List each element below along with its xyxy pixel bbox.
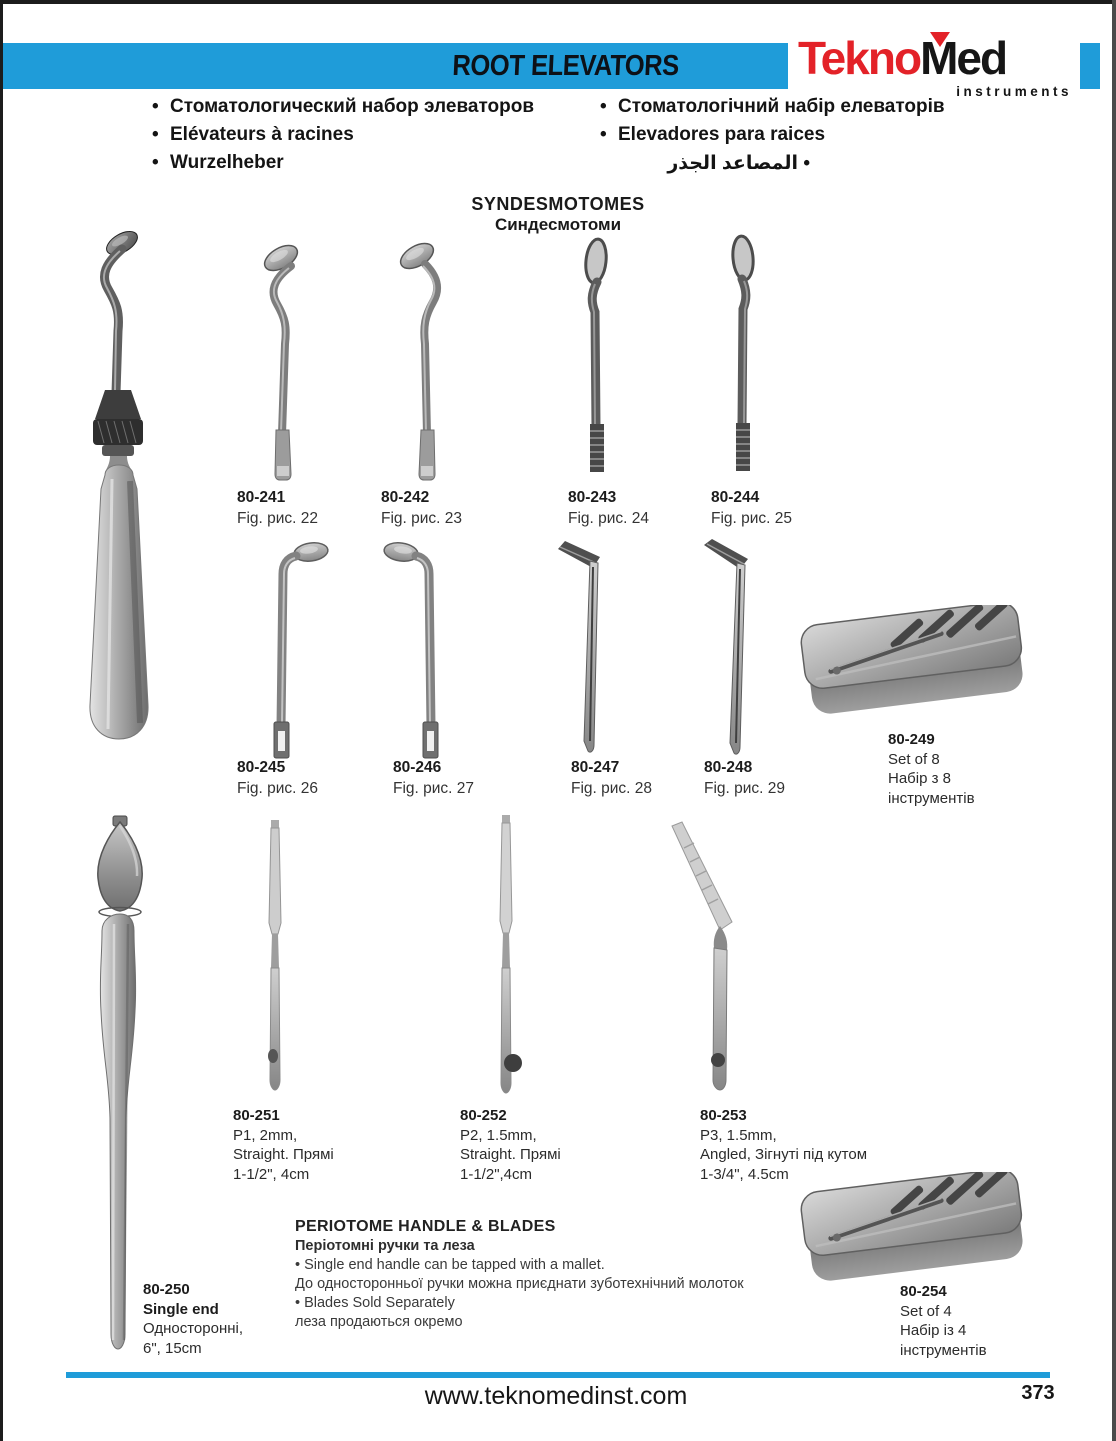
product-code: 80-248 xyxy=(704,759,753,776)
footer-divider xyxy=(66,1372,1050,1378)
instrument-photo-80-248 xyxy=(692,535,777,760)
product-fig: Fig. рис. 22 xyxy=(237,510,319,527)
product-fig: Fig. рис. 26 xyxy=(237,780,319,797)
product-code: 80-241 xyxy=(237,489,286,506)
intro-text-ar: المصاعد الجذر xyxy=(667,153,799,174)
section-title: SYNDESMOTOMES xyxy=(471,194,645,214)
product-code: 80-250 xyxy=(143,1281,190,1298)
product-label-80-249 xyxy=(888,730,975,808)
product-line: інструментів xyxy=(888,789,975,807)
instrument-photo-80-241 xyxy=(245,238,335,484)
product-label-80-243 xyxy=(568,487,649,529)
product-line: 1-1/2", 4cm xyxy=(233,1165,310,1183)
product-line: P3, 1.5mm, xyxy=(700,1126,777,1144)
product-line: 6", 15cm xyxy=(143,1339,202,1357)
instrument-photo-80-252 xyxy=(488,813,524,1101)
instrument-photo-80-246 xyxy=(372,538,457,760)
intro-bullet-es xyxy=(600,124,825,146)
product-code: 80-247 xyxy=(571,759,620,776)
bullet-icon: • xyxy=(152,152,159,173)
product-line: P2, 1.5mm, xyxy=(460,1126,537,1144)
instrument-photo-80-244 xyxy=(705,231,777,486)
page-left-edge xyxy=(0,0,3,1441)
bullet-icon: • xyxy=(600,124,607,145)
product-label-80-244 xyxy=(711,487,792,529)
bullet-icon: • xyxy=(152,124,159,145)
brand-med-text: Med xyxy=(920,32,1007,84)
product-line: Набір з 8 xyxy=(888,770,951,787)
product-label-80-242 xyxy=(381,487,462,529)
product-code: 80-252 xyxy=(460,1107,507,1124)
intro-text-es: Elevadores para raices xyxy=(618,124,826,145)
product-line: Set of 4 xyxy=(900,1302,952,1320)
instrument-photo-80-253 xyxy=(650,820,754,1098)
periotome-line: леза продаються окремо xyxy=(295,1314,463,1330)
product-fig: Fig. рис. 29 xyxy=(704,780,786,797)
product-line: 1-3/4", 4.5cm xyxy=(700,1165,789,1183)
product-code: 80-253 xyxy=(700,1107,747,1124)
intro-bullet-ua xyxy=(600,96,945,118)
periotome-info-block xyxy=(295,1216,744,1332)
page-number: 373 xyxy=(1021,1382,1055,1404)
bullet-icon: • xyxy=(152,96,159,117)
product-label-80-251 xyxy=(233,1106,334,1184)
product-line: Straight. Прямі xyxy=(233,1146,334,1163)
product-label-80-250 xyxy=(143,1280,243,1358)
product-code: 80-246 xyxy=(393,759,442,776)
instrument-photo-80-251 xyxy=(258,818,292,1098)
product-fig: Fig. рис. 23 xyxy=(381,510,463,527)
intro-text-de: Wurzelheber xyxy=(170,152,284,173)
intro-bullet-fr xyxy=(152,124,354,146)
intro-text-ru: Стоматологический набор элеваторов xyxy=(170,96,534,117)
periotome-title: PERIOTOME HANDLE & BLADES xyxy=(295,1218,556,1235)
product-label-80-248 xyxy=(704,757,785,799)
instrument-photo-80-245 xyxy=(255,538,340,760)
instrument-photo-80-247 xyxy=(550,535,635,760)
brand-subtitle: instruments xyxy=(956,84,1072,99)
product-line: інструментів xyxy=(900,1341,987,1359)
product-line: Односторонні, xyxy=(143,1320,244,1337)
product-line: Single end xyxy=(143,1300,219,1318)
bullet-icon: • xyxy=(803,153,810,174)
product-label-80-253 xyxy=(700,1106,867,1184)
page-right-edge xyxy=(1112,0,1116,1441)
product-label-80-241 xyxy=(237,487,318,529)
intro-text-fr: Elévateurs à racines xyxy=(170,124,354,145)
footer-website: www.teknomedinst.com xyxy=(424,1382,688,1410)
intro-bullet-ar xyxy=(600,152,810,175)
periotome-subtitle: Періотомні ручки та леза xyxy=(295,1238,475,1254)
product-label-80-247 xyxy=(571,757,652,799)
periotome-line: • Single end handle can be tapped with a mallet. xyxy=(295,1257,605,1273)
intro-text-ua: Стоматологічний набір елеваторів xyxy=(618,96,945,117)
intro-bullet-ru xyxy=(152,96,534,118)
product-line: Set of 8 xyxy=(888,750,940,768)
product-fig: Fig. рис. 24 xyxy=(568,510,650,527)
product-line: P1, 2mm, xyxy=(233,1126,298,1144)
brand-tekno-text: Tekno xyxy=(798,32,921,84)
product-line: 1-1/2",4cm xyxy=(460,1165,533,1183)
periotome-line: До односторонньої ручки можна приєднати зуботехнічний молоток xyxy=(295,1276,744,1292)
instrument-photo-80-249-case xyxy=(795,605,1035,720)
product-code: 80-245 xyxy=(237,759,286,776)
product-code: 80-242 xyxy=(381,489,430,506)
product-line: Angled, Зігнуті під кутом xyxy=(700,1146,868,1163)
product-line: Набір із 4 xyxy=(900,1322,967,1339)
product-code: 80-244 xyxy=(711,489,760,506)
product-label-80-245 xyxy=(237,757,318,799)
product-code: 80-243 xyxy=(568,489,617,506)
product-label-80-252 xyxy=(460,1106,561,1184)
product-line: Straight. Прямі xyxy=(460,1146,561,1163)
page-title: ROOT ELEVATORS xyxy=(451,50,680,82)
product-code: 80-249 xyxy=(888,731,935,748)
product-fig: Fig. рис. 28 xyxy=(571,780,653,797)
intro-bullet-de xyxy=(152,152,284,174)
product-code: 80-254 xyxy=(900,1283,947,1300)
periotome-line: • Blades Sold Separately xyxy=(295,1295,455,1311)
instrument-photo-80-254-case xyxy=(795,1172,1035,1287)
instrument-photo-80-243 xyxy=(565,234,637,486)
page-top-edge xyxy=(0,0,1116,4)
section-subtitle: Синдесмотоми xyxy=(494,215,622,234)
product-fig: Fig. рис. 27 xyxy=(393,780,475,797)
instrument-photo-elevator-full xyxy=(60,227,192,759)
brand-triangle-icon xyxy=(930,32,950,47)
instrument-photo-80-242 xyxy=(375,238,465,484)
bullet-icon: • xyxy=(600,96,607,117)
product-code: 80-251 xyxy=(233,1107,280,1124)
product-label-80-254 xyxy=(900,1282,987,1360)
product-label-80-246 xyxy=(393,757,474,799)
product-fig: Fig. рис. 25 xyxy=(711,510,793,527)
